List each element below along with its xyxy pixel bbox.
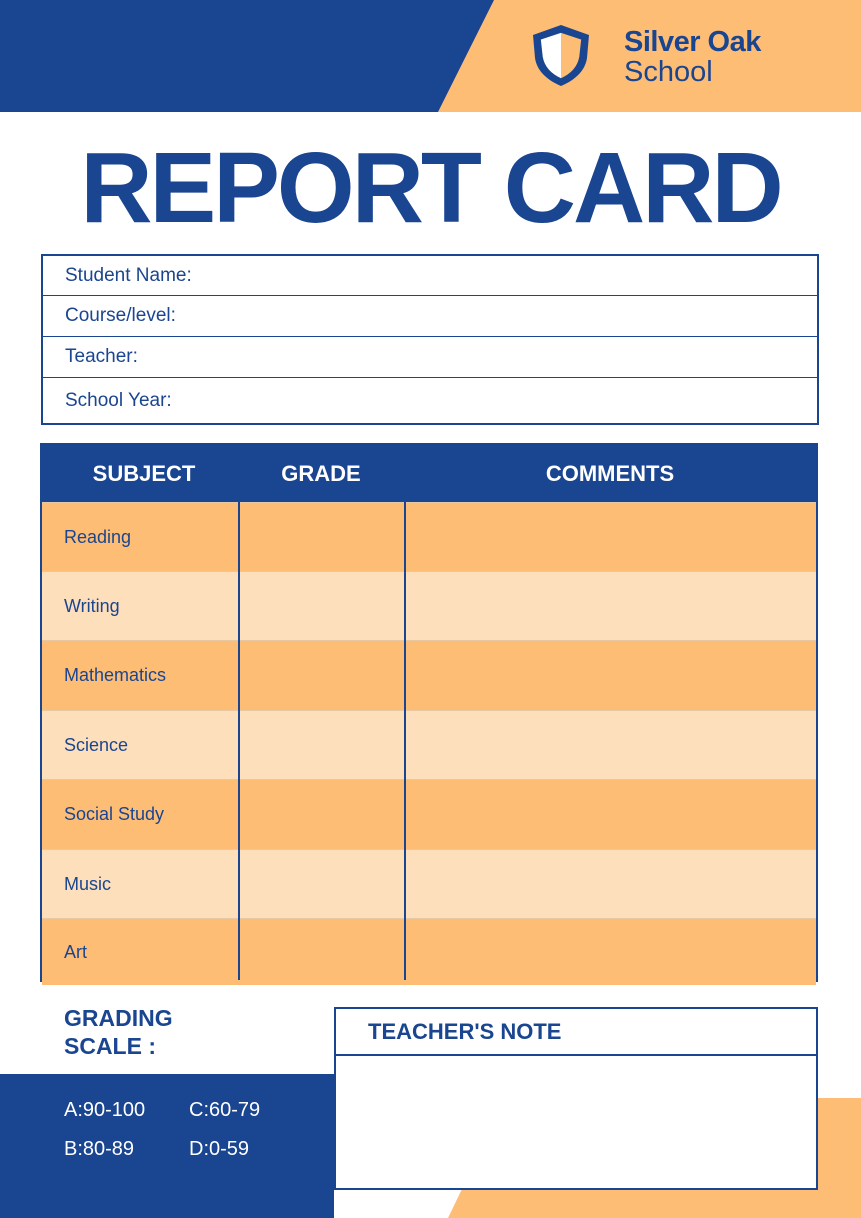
school-name-line2: School: [624, 56, 713, 88]
table-row: [42, 710, 816, 779]
table-row: [42, 849, 816, 918]
subject-cell: Reading: [64, 526, 132, 547]
grade-header: GRADE: [281, 460, 361, 486]
column-divider: [404, 502, 406, 980]
page-title: REPORT CARD: [80, 132, 781, 244]
grade-a-range: A:90-100: [64, 1099, 146, 1121]
subject-cell: Writing: [64, 595, 120, 616]
comments-header: COMMENTS: [545, 460, 675, 486]
grade-b-range: B:80-89: [64, 1138, 135, 1160]
column-divider: [238, 502, 240, 980]
table-header: [42, 445, 816, 502]
school-brand: [528, 22, 848, 92]
grade-d-range: D:0-59: [189, 1138, 250, 1160]
school-year-field[interactable]: [43, 378, 817, 423]
teacher-label: Teacher:: [65, 346, 138, 367]
teachers-note-box: [334, 1007, 818, 1190]
subject-cell: Music: [64, 873, 112, 894]
subject-header: SUBJECT: [92, 460, 196, 486]
teachers-note-title: TEACHER'S NOTE: [336, 1009, 816, 1056]
teacher-field[interactable]: [43, 337, 817, 378]
grade-c-range: C:60-79: [189, 1099, 261, 1121]
subject-cell: Mathematics: [64, 665, 167, 685]
grading-scale-title-line1: GRADING: [64, 1005, 173, 1031]
student-name-field[interactable]: [43, 256, 817, 296]
grading-scale-title-line2: SCALE :: [64, 1033, 156, 1059]
school-year-label: School Year:: [65, 389, 172, 411]
table-row: [42, 502, 816, 571]
table-row: [42, 571, 816, 640]
student-info-box: [41, 254, 819, 425]
school-name-line1: Silver Oak: [624, 26, 761, 58]
header-navy-band: [0, 0, 494, 112]
subject-cell: Science: [64, 734, 129, 755]
grading-scale-panel: [0, 1074, 334, 1218]
course-level-label: Course/level:: [65, 305, 176, 326]
table-row: [42, 918, 816, 985]
table-row: [42, 640, 816, 710]
subject-cell: Art: [64, 941, 88, 962]
table-row: [42, 779, 816, 849]
grading-scale-title: [64, 1004, 173, 1060]
teachers-note-body[interactable]: [336, 1056, 816, 1186]
course-level-field[interactable]: [43, 296, 817, 337]
subject-cell: Social Study: [64, 804, 165, 824]
grades-table: [40, 443, 818, 982]
student-name-label: Student Name:: [65, 264, 192, 286]
shield-icon: [528, 22, 594, 88]
